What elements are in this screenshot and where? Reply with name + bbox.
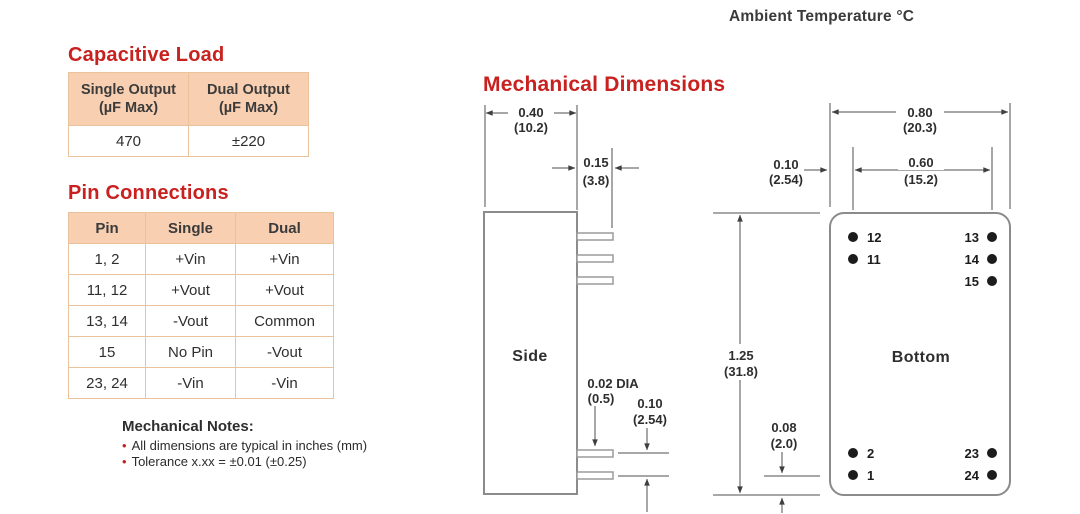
single-cell: -Vin: [146, 368, 236, 399]
bottom-view: [830, 213, 1010, 495]
dim-value-mm: (20.3): [903, 120, 937, 135]
table-row: [69, 337, 334, 368]
pin-column-header: Pin: [69, 213, 146, 244]
pin-number: 13: [964, 230, 979, 245]
dim-edge-to-pin: [769, 157, 827, 187]
single-output-value: 470: [69, 126, 189, 157]
dim-value-mm: (2.54): [769, 172, 803, 187]
dim-value-in: 0.80: [907, 105, 933, 120]
ambient-temperature-label: Ambient Temperature °C: [729, 8, 915, 25]
note-text: All dimensions are typical in inches (mm): [131, 438, 368, 453]
mechanical-dimensions-title: Mechanical Dimensions: [483, 73, 726, 96]
dim-value-mm: (10.2): [514, 120, 548, 135]
dim-value-in: 1.25: [728, 348, 754, 363]
mechanical-notes: [122, 418, 452, 469]
pin-dot: [848, 232, 858, 242]
single-column-header: Single: [146, 213, 236, 244]
single-cell: No Pin: [146, 337, 236, 368]
pin-number: 2: [867, 446, 875, 461]
pin-cell: 23, 24: [69, 368, 146, 399]
dim-value-mm: (2.0): [770, 436, 798, 451]
dim-value-in: 0.10: [637, 396, 663, 411]
bullet-icon: •: [122, 453, 127, 469]
dim-body-width: [485, 105, 577, 210]
table-header-row: [69, 213, 334, 244]
dim-pin-diameter: [587, 376, 639, 446]
pin-dot: [987, 254, 997, 264]
dim-value-in: 0.02 DIA: [587, 376, 639, 391]
bottom-view-label: Bottom: [891, 349, 951, 366]
pin-cell: 11, 12: [69, 275, 146, 306]
header-line: (µF Max): [218, 100, 279, 116]
mechanical-notes-title: Mechanical Notes:: [122, 418, 254, 435]
pin-dot: [848, 254, 858, 264]
side-pin: [577, 472, 613, 479]
dim-value-in: 0.10: [773, 157, 799, 172]
pin-connections-table: [68, 212, 334, 399]
dim-value-in: 0.60: [908, 155, 934, 170]
dim-pin-span: [853, 147, 992, 210]
header-line: Dual Output: [207, 82, 290, 98]
dim-value-in: 0.40: [518, 105, 544, 120]
pin-dot: [987, 448, 997, 458]
dual-cell: -Vout: [236, 337, 334, 368]
dual-cell: +Vin: [236, 244, 334, 275]
dual-cell: -Vin: [236, 368, 334, 399]
note-item: [122, 454, 452, 470]
single-cell: +Vin: [146, 244, 236, 275]
dim-value-in: 0.15: [583, 155, 609, 170]
pin-number: 23: [964, 446, 979, 461]
dim-value-mm: (3.8): [582, 173, 610, 188]
dim-value-mm: (0.5): [587, 391, 615, 406]
side-view: [484, 212, 613, 494]
single-cell: -Vout: [146, 306, 236, 337]
pin-number: 15: [964, 274, 979, 289]
pin-dot: [987, 232, 997, 242]
table-row: [69, 126, 309, 157]
side-view-label: Side: [512, 348, 548, 365]
pin-dot: [987, 470, 997, 480]
bullet-icon: •: [122, 438, 127, 453]
pin-cell: 1, 2: [69, 244, 146, 275]
dim-value-mm: (2.54): [633, 412, 667, 427]
header-line: Single Output: [80, 82, 177, 98]
table-row: [69, 244, 334, 275]
pin-dot: [987, 276, 997, 286]
pin-cell: 13, 14: [69, 306, 146, 337]
capacitive-load-table: [68, 72, 309, 157]
dual-cell: +Vout: [236, 275, 334, 306]
dual-output-value: ±220: [189, 126, 309, 157]
dim-body-height: [713, 213, 820, 495]
table-header-row: [69, 73, 309, 126]
table-row: [69, 275, 334, 306]
table-row: [69, 368, 334, 399]
header-line: (µF Max): [98, 100, 159, 116]
pin-number: 14: [964, 252, 979, 267]
side-pin: [577, 233, 613, 240]
pin-number: 11: [867, 252, 881, 267]
dim-value-mm: (31.8): [724, 364, 758, 379]
dual-column-header: Dual: [236, 213, 334, 244]
pin-connections-title: Pin Connections: [68, 182, 229, 204]
pin-number: 12: [867, 230, 882, 245]
dim-pin-to-edge: [764, 420, 820, 513]
pin-dot: [848, 448, 858, 458]
table-row: [69, 306, 334, 337]
note-text: Tolerance x.xx = ±0.01 (±0.25): [131, 453, 307, 469]
side-pin: [577, 255, 613, 262]
capacitive-load-title: Capacitive Load: [68, 44, 225, 66]
note-item: [122, 438, 452, 454]
side-pin: [577, 277, 613, 284]
side-pin: [577, 450, 613, 457]
single-cell: +Vout: [146, 275, 236, 306]
single-output-header: [69, 73, 189, 126]
pin-number: 24: [964, 468, 979, 483]
dim-pin-pitch-side: [618, 396, 669, 512]
dual-cell: Common: [236, 306, 334, 337]
dim-value-in: 0.08: [771, 420, 797, 435]
pin-dot: [848, 470, 858, 480]
dual-output-header: [189, 73, 309, 126]
pin-number: 1: [867, 468, 875, 483]
pin-cell: 15: [69, 337, 146, 368]
dim-value-mm: (15.2): [904, 172, 938, 187]
